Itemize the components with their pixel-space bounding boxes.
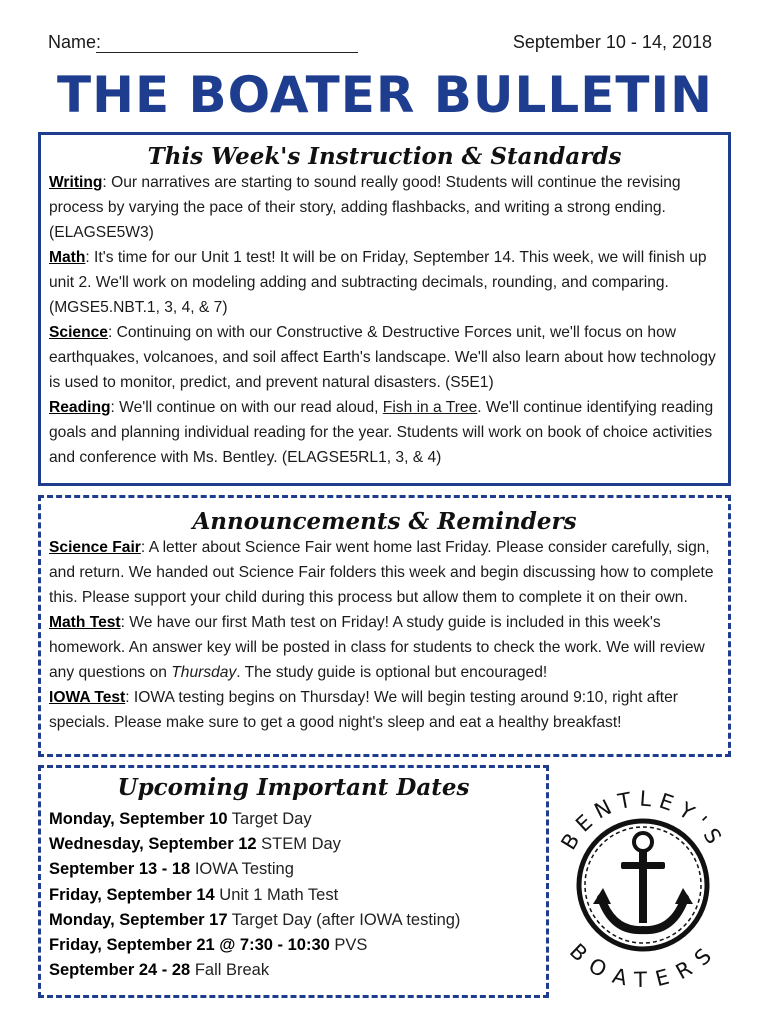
iowa-test-text: : IOWA testing begins on Thursday! We will begin testing around 9:10, right after specials. Please make sure to get a good night's sleep and eat a healthy breakfast! bbox=[49, 689, 678, 731]
name-blank-line[interactable] bbox=[96, 52, 358, 53]
date-event: Target Day bbox=[231, 810, 312, 828]
math-text: : It's time for our Unit 1 test! It will be on Friday, September 14. This week, we will finish up unit 2. We'll work on modeling adding and subtracting decimals, rounding, and comparing. (MGSE5.NBT.1, 3, 4, & 7) bbox=[49, 249, 707, 316]
date-item bbox=[49, 933, 538, 958]
science-label: Science bbox=[49, 324, 108, 341]
date-label: Friday, September 21 @ 7:30 - 10:30 bbox=[49, 936, 330, 955]
reading-paragraph bbox=[49, 395, 720, 470]
date-item bbox=[49, 857, 538, 882]
book-title: Fish in a Tree bbox=[382, 399, 478, 416]
writing-text: : Our narratives are starting to sound really good! Students will continue the revising process by varying the pace of their story, adding flashbacks, and writing a strong ending. (ELAGSE5W3) bbox=[49, 174, 681, 241]
science-paragraph bbox=[49, 320, 720, 395]
science-text: : Continuing on with our Constructive & Destructive Forces unit, we'll focus on how earthquakes, volcanoes, and soil affect Earth's landscape. We'll also learn about how technology is used to monitor, predict, and prevent natural disasters. (S5E1) bbox=[49, 324, 716, 391]
date-label: September 13 - 18 bbox=[49, 860, 191, 879]
date-item bbox=[49, 832, 538, 857]
reading-text-before: : We'll continue on with our read aloud, bbox=[110, 399, 383, 416]
logo-top-text: BENTLEY'S bbox=[556, 786, 730, 854]
date-item bbox=[49, 883, 538, 908]
math-label: Math bbox=[49, 249, 86, 266]
date-label: Wednesday, September 12 bbox=[49, 835, 257, 854]
iowa-test-paragraph bbox=[49, 685, 720, 735]
bentleys-boaters-logo bbox=[553, 770, 733, 995]
science-fair-paragraph bbox=[49, 535, 720, 610]
dates-heading: Upcoming Important Dates bbox=[117, 774, 470, 801]
logo-bottom-text: BOATERS bbox=[564, 939, 722, 993]
math-test-text-after: . The study guide is optional but encouraged! bbox=[236, 664, 548, 681]
instruction-section bbox=[38, 132, 731, 486]
math-test-paragraph bbox=[49, 610, 720, 685]
math-test-day: Thursday bbox=[171, 664, 237, 681]
date-event: Target Day (after IOWA testing) bbox=[231, 910, 461, 929]
instruction-heading: This Week's Instruction & Standards bbox=[147, 143, 622, 170]
math-paragraph bbox=[49, 245, 720, 320]
science-fair-label: Science Fair bbox=[49, 539, 141, 556]
date-event: Fall Break bbox=[194, 961, 270, 980]
reading-label: Reading bbox=[49, 399, 111, 416]
date-item bbox=[49, 908, 538, 933]
date-event: STEM Day bbox=[261, 835, 341, 854]
date-label: Monday, September 10 bbox=[49, 810, 228, 828]
date-item bbox=[49, 807, 538, 832]
date-item bbox=[49, 958, 538, 983]
date-label: September 24 - 28 bbox=[49, 961, 191, 980]
date-range: September 10 - 14, 2018 bbox=[512, 32, 712, 52]
iowa-test-label: IOWA Test bbox=[49, 689, 126, 706]
date-label: Friday, September 14 bbox=[49, 885, 215, 904]
dates-section bbox=[38, 765, 549, 998]
science-fair-text: : A letter about Science Fair went home last Friday. Please consider carefully, sign, and return. We handed out Science Fair folders this week and begin discussing how to complete this. Please support your child during this process but allow them to complete it on their own. bbox=[49, 539, 714, 606]
announcements-heading: Announcements & Reminders bbox=[192, 508, 577, 535]
date-event: PVS bbox=[334, 936, 368, 955]
date-event: Unit 1 Math Test bbox=[219, 885, 339, 904]
math-test-label: Math Test bbox=[49, 614, 121, 631]
anchor-icon bbox=[593, 833, 693, 930]
writing-label: Writing bbox=[49, 174, 103, 191]
math-test-text-before: : We have our first Math test on Friday! A study guide is included in this week's homework. An answer key will be posted in class for students to check the work. We will review any questions on bbox=[49, 614, 705, 681]
newsletter-title: THE BOATER BULLETIN bbox=[57, 66, 713, 124]
name-label: Name: bbox=[48, 32, 102, 52]
date-label: Monday, September 17 bbox=[49, 910, 228, 929]
announcements-section bbox=[38, 495, 731, 757]
date-event: IOWA Testing bbox=[194, 860, 294, 879]
reading-text-after: . We'll continue identifying reading goals and planning individual reading for the year. Students will work on book of choice activities and conference with Ms. Bentley. (ELAGSE5RL1, 3, & 4) bbox=[49, 399, 714, 466]
writing-paragraph bbox=[49, 170, 720, 245]
